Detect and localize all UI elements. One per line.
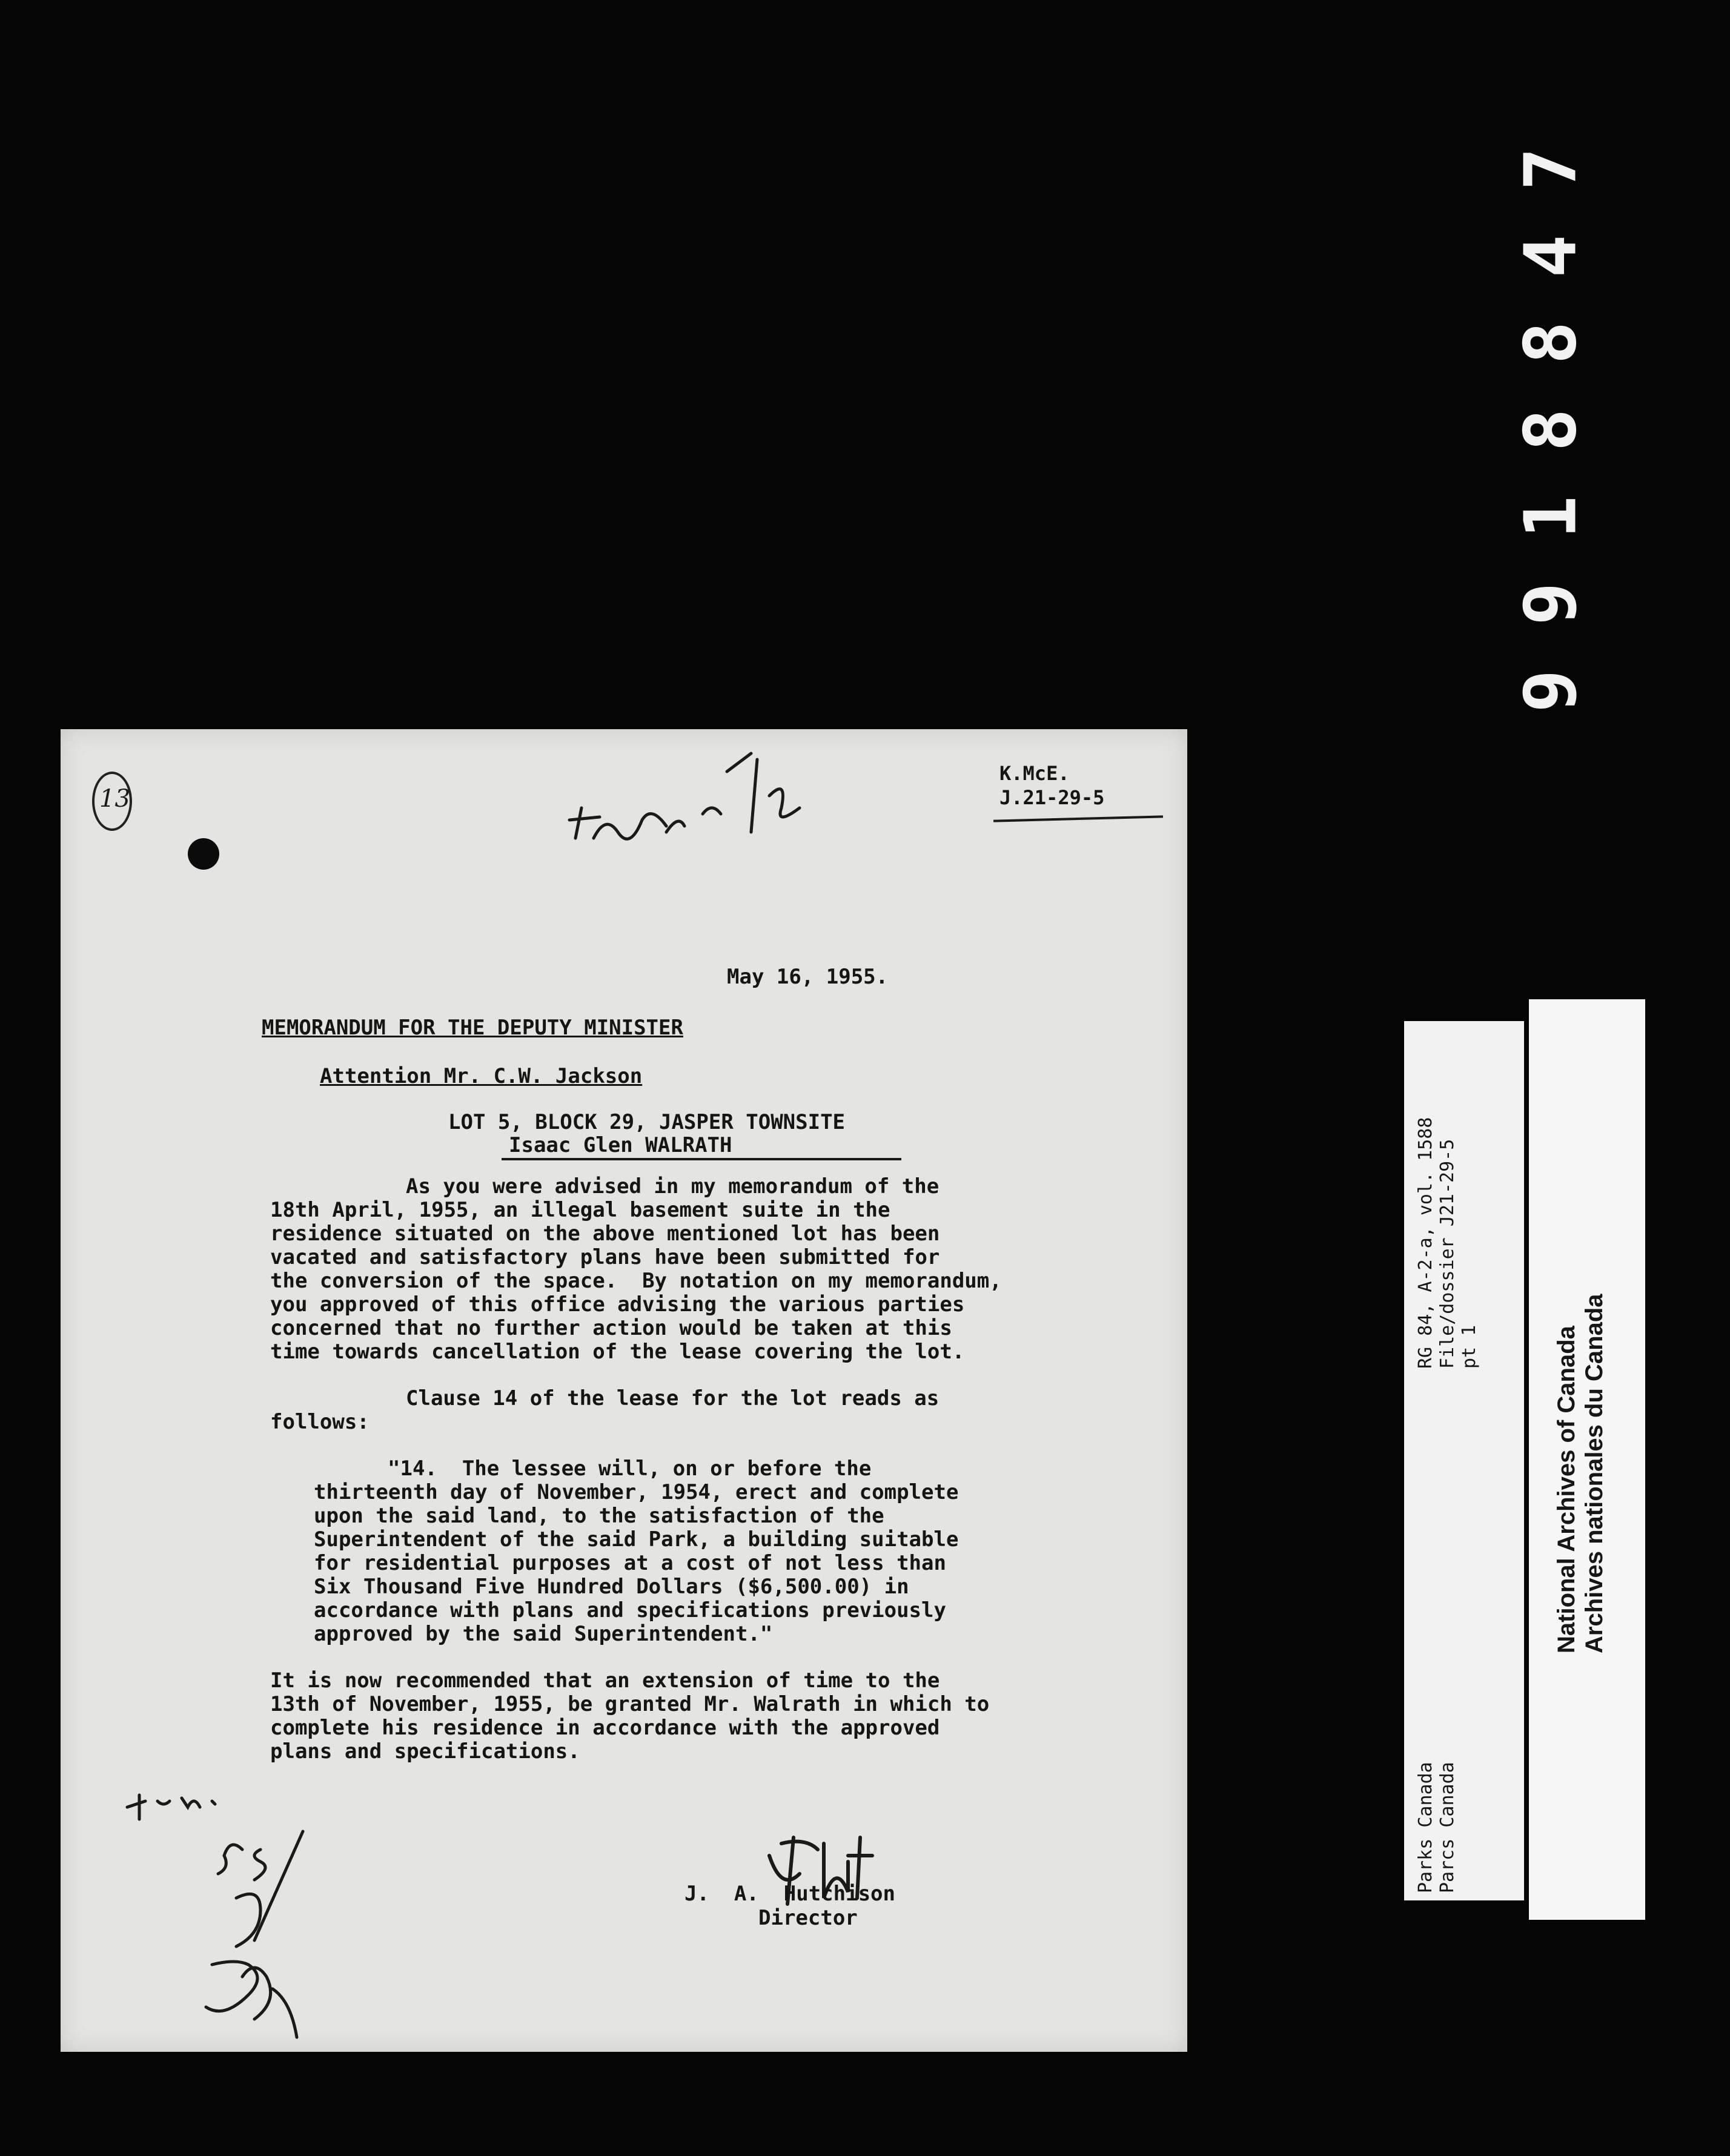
quote-line: for residential purposes at a cost of not less than xyxy=(314,1551,946,1575)
subject-line-2: Isaac Glen WALRATH xyxy=(509,1133,732,1157)
paragraph-2-line: follows: xyxy=(270,1410,370,1434)
subject-line-1: LOT 5, BLOCK 29, JASPER TOWNSITE xyxy=(448,1110,846,1134)
signature-name: J. A. Hutchison xyxy=(684,1882,895,1906)
paragraph-1-line: 18th April, 1955, an illegal basement suite in the xyxy=(270,1198,890,1222)
file-ref-initials: K.McE. xyxy=(999,762,1070,785)
paragraph-3-line: plans and specifications. xyxy=(270,1739,580,1764)
page-mark-text: 13 xyxy=(99,785,130,813)
handwritten-margin-notes xyxy=(121,1783,388,2049)
reference-line-2: File/dossier J21-29-5 xyxy=(1437,1139,1458,1369)
signature-title: Director xyxy=(758,1906,858,1930)
file-ref-number: J.21-29-5 xyxy=(999,786,1105,809)
subject-underline xyxy=(502,1158,901,1160)
quote-line: thirteenth day of November, 1954, erect and complete xyxy=(314,1480,959,1504)
reference-line-1: RG 84, A-2-a, vol. 1588 xyxy=(1415,1117,1436,1369)
institution-name-en: National Archives of Canada xyxy=(1553,1326,1580,1653)
archive-reference-label xyxy=(1404,1021,1524,1900)
frame-digit: 7 xyxy=(1508,147,1592,191)
quote-line: approved by the said Superintendent." xyxy=(314,1622,773,1646)
paragraph-1-line: As you were advised in my memorandum of the xyxy=(406,1174,940,1199)
frame-digit: 9 xyxy=(1508,582,1592,626)
archive-institution-label xyxy=(1529,999,1645,1920)
quote-line: Six Thousand Five Hundred Dollars ($6,500.00) in xyxy=(314,1575,909,1599)
quote-line: "14. The lessee will, on or before the xyxy=(388,1457,872,1481)
handwritten-initials-top xyxy=(557,747,836,850)
memo-date: May 16, 1955. xyxy=(727,965,889,989)
institution-name-fr: Archives nationales du Canada xyxy=(1581,1294,1608,1653)
paragraph-3-line: complete his residence in accordance with the approved xyxy=(270,1716,940,1740)
creator-line-2: Parcs Canada xyxy=(1437,1762,1458,1893)
quote-line: accordance with plans and specifications previously xyxy=(314,1598,946,1622)
paragraph-1-line: concerned that no further action would be taken at this xyxy=(270,1316,952,1340)
reference-line-3: pt 1 xyxy=(1459,1324,1480,1369)
page-mark xyxy=(92,772,132,831)
paragraph-1-line: vacated and satisfactory plans have been submitted for xyxy=(270,1245,940,1269)
frame-number xyxy=(1508,133,1593,727)
frame-digit: 1 xyxy=(1508,495,1592,539)
memo-attention: Attention Mr. C.W. Jackson xyxy=(320,1064,643,1088)
frame-digit: 8 xyxy=(1508,321,1592,365)
frame-digit: 8 xyxy=(1508,408,1592,452)
paragraph-1-line: residence situated on the above mentioned lot has been xyxy=(270,1222,940,1246)
paragraph-3-line: 13th of November, 1955, be granted Mr. Walrath in which to xyxy=(270,1692,990,1716)
quote-line: upon the said land, to the satisfaction of the xyxy=(314,1504,884,1528)
paragraph-2-line: Clause 14 of the lease for the lot reads as xyxy=(406,1386,940,1410)
paragraph-1-line: you approved of this office advising the various parties xyxy=(270,1292,965,1317)
paragraph-1-line: time towards cancellation of the lease covering the lot. xyxy=(270,1340,965,1364)
file-ref-underline xyxy=(993,815,1163,822)
memo-heading: MEMORANDUM FOR THE DEPUTY MINISTER xyxy=(262,1016,683,1040)
frame-digit: 9 xyxy=(1508,669,1592,713)
paragraph-3-line: It is now recommended that an extension of time to the xyxy=(270,1668,940,1693)
punch-hole xyxy=(188,838,219,870)
quote-line: Superintendent of the said Park, a building suitable xyxy=(314,1527,959,1552)
creator-line-1: Parks Canada xyxy=(1415,1762,1436,1893)
frame-digit: 4 xyxy=(1508,234,1592,278)
memo-page xyxy=(61,729,1187,2052)
paragraph-1-line: the conversion of the space. By notation on my memorandum, xyxy=(270,1269,1002,1293)
